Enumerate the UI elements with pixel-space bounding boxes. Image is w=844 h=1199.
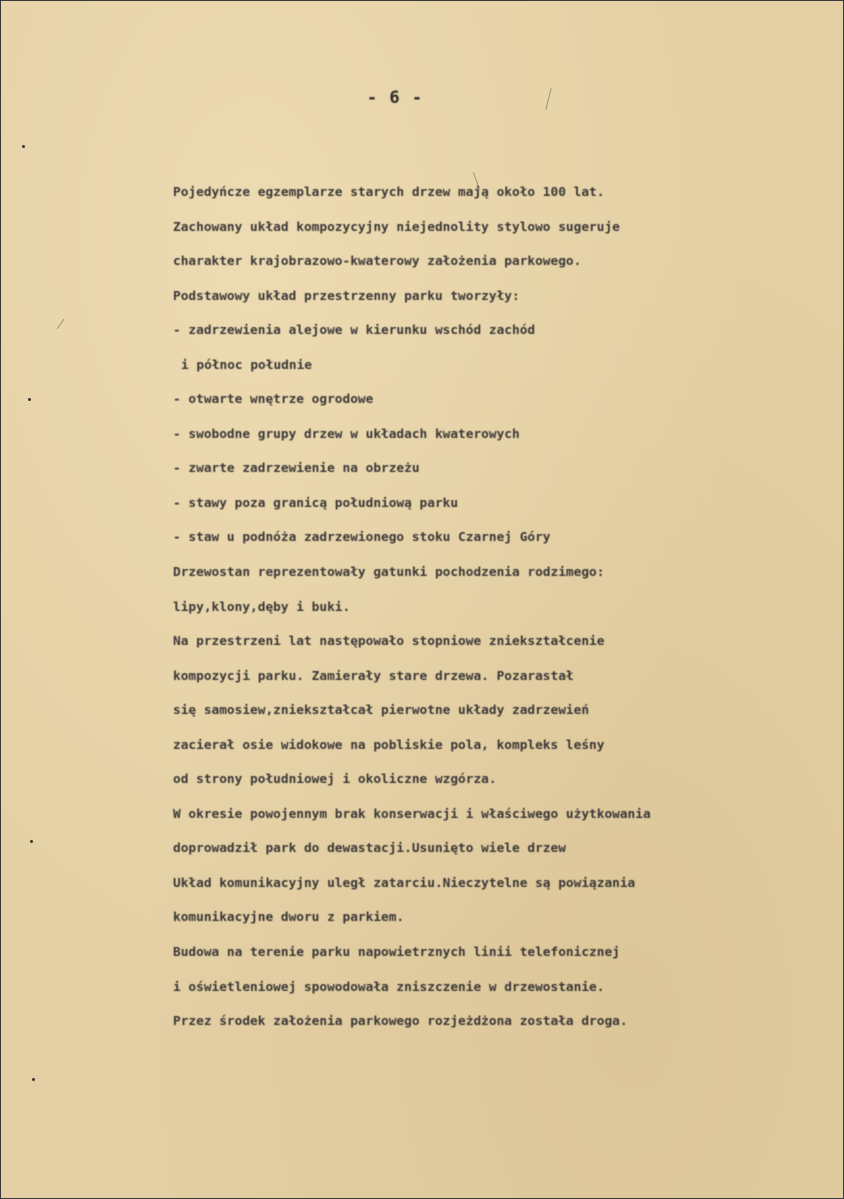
page-number: - 6 - bbox=[366, 88, 424, 108]
text-line: i oświetleniowej spowodowała zniszczenie w drzewostanie. bbox=[173, 979, 605, 995]
text-line: Zachowany układ kompozycyjny niejednolity stylowo sugeruje bbox=[173, 219, 620, 235]
text-line: Drzewostan reprezentowały gatunki pochodzenia rodzimego: bbox=[173, 565, 605, 581]
text-line: doprowadził park do dewastacji.Usunięto wiele drzew bbox=[173, 841, 566, 857]
text-line: - staw u podnóża zadrzewionego stoku Czarnej Góry bbox=[173, 530, 551, 546]
text-line: Przez środek założenia parkowego rozjeżdżona została droga. bbox=[173, 1014, 628, 1030]
binding-hole-mark bbox=[32, 1078, 35, 1081]
binding-hole-mark bbox=[28, 398, 31, 401]
text-line: - zadrzewienia alejowe w kierunku wschód zachód bbox=[173, 323, 536, 339]
text-line: Na przestrzeni lat następowało stopniowe zniekształcenie bbox=[173, 634, 605, 650]
text-line: - swobodne grupy drzew w układach kwaterowych bbox=[173, 426, 520, 442]
text-line: zacierał osie widokowe na pobliskie pola, kompleks leśny bbox=[173, 737, 605, 753]
text-line: charakter krajobrazowo-kwaterowy założenia parkowego. bbox=[173, 254, 582, 270]
text-line: Budowa na terenie parku napowietrznych linii telefonicznej bbox=[173, 945, 620, 961]
text-line: Układ komunikacyjny uległ zatarciu.Nieczytelne są powiązania bbox=[173, 875, 636, 891]
text-line: - zwarte zadrzewienie na obrzeżu bbox=[173, 461, 420, 477]
text-line: i północ południe bbox=[181, 357, 312, 373]
text-line: Podstawowy układ przestrzenny parku tworzyły: bbox=[173, 288, 520, 304]
text-line: kompozycji parku. Zamierały stare drzewa. Pozarastał bbox=[173, 668, 574, 684]
text-line: - stawy poza granicą południową parku bbox=[173, 495, 459, 511]
text-line: od strony południowej i okoliczne wzgórza. bbox=[173, 772, 497, 788]
text-line: się samosiew,zniekształcał pierwotne układy zadrzewień bbox=[173, 703, 590, 719]
binding-hole-mark bbox=[30, 840, 33, 843]
typed-text-body bbox=[173, 183, 651, 1047]
binding-hole-mark bbox=[22, 145, 25, 148]
text-line: W okresie powojennym brak konserwacji i właściwego użytkowania bbox=[173, 806, 651, 822]
text-line: lipy,klony,dęby i buki. bbox=[173, 599, 351, 615]
text-line: komunikacyjne dworu z parkiem. bbox=[173, 910, 405, 926]
text-line: Pojedyńcze egzemplarze starych drzew mają około 100 lat. bbox=[173, 185, 605, 200]
text-line: - otwarte wnętrze ogrodowe bbox=[173, 392, 374, 408]
